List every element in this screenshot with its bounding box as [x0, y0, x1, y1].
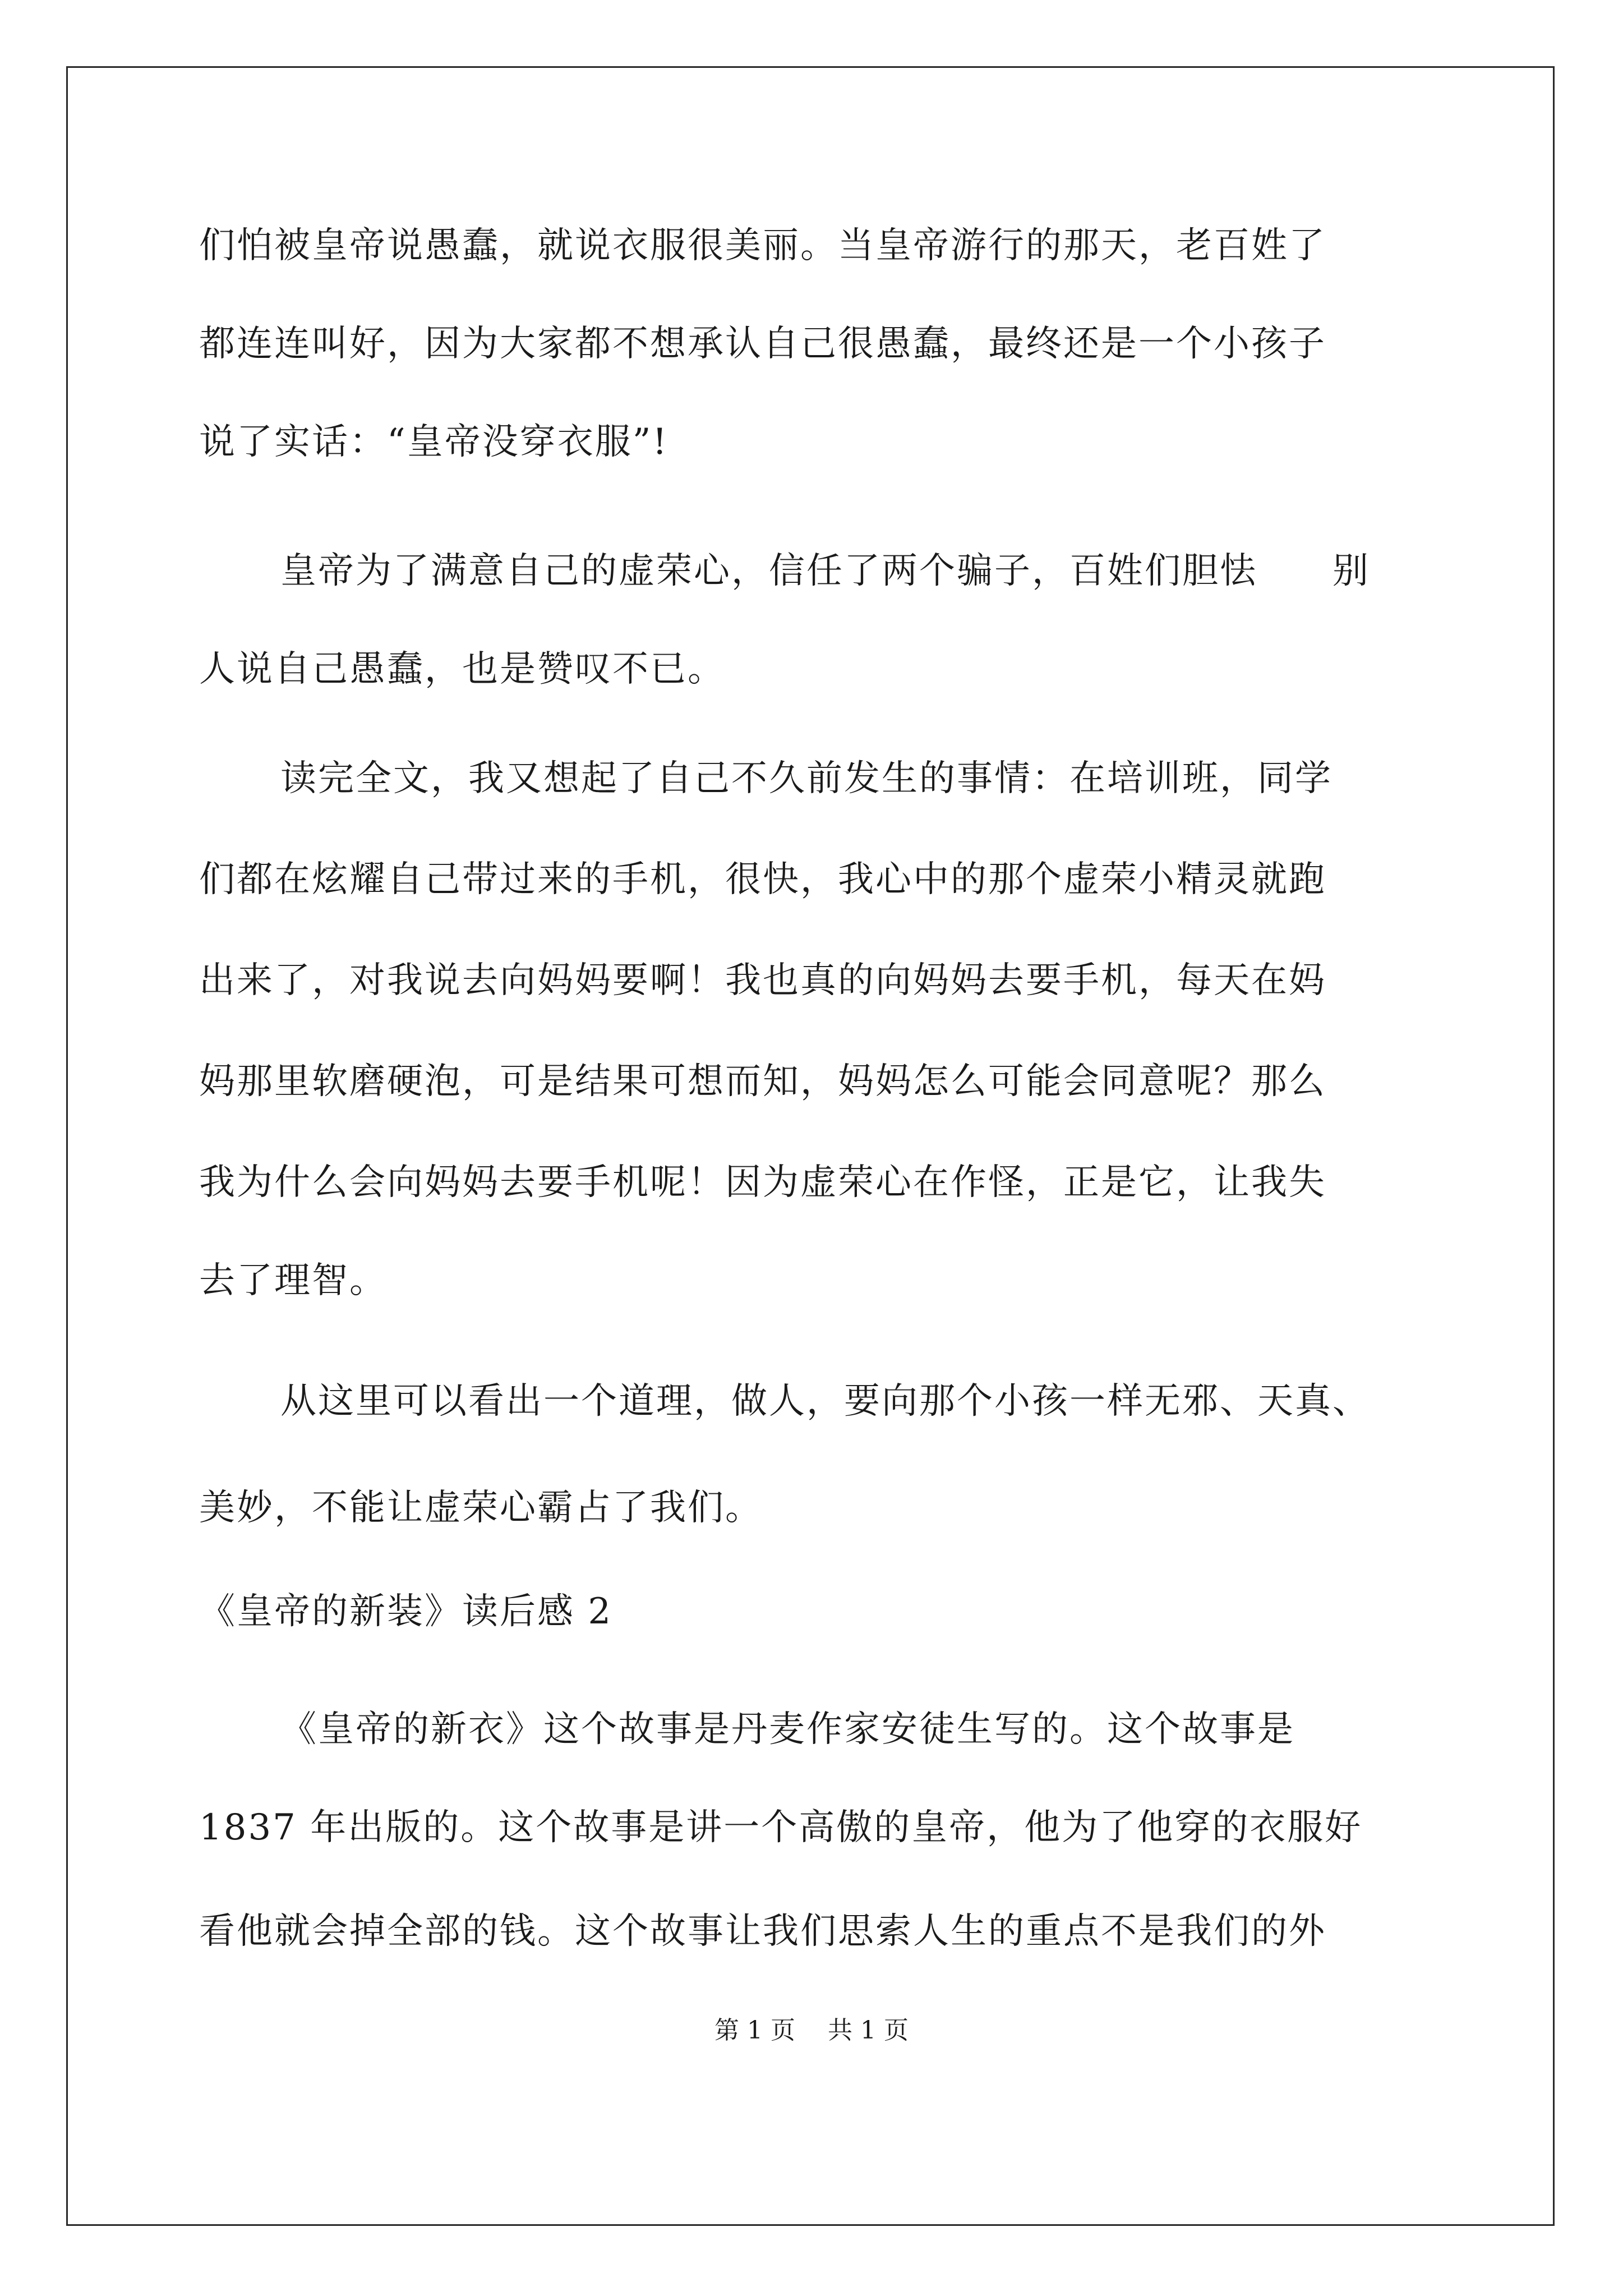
paragraph-line: 我为什么会向妈妈去要手机呢！因为虚荣心在作怪，正是它，让我失 [199, 1162, 1326, 1203]
page-number-footer: 第 1 页 共 1 页 [714, 2016, 909, 2045]
paragraph-line: 看他就会掉全部的钱。这个故事让我们思索人生的重点不是我们的外 [199, 1911, 1326, 1952]
section-heading: 《皇帝的新装》读后感 2 [199, 1591, 613, 1632]
paragraph-line: 人说自己愚蠢，也是赞叹不已。 [199, 648, 725, 690]
paragraph-line: 皇帝为了满意自己的虚荣心，信任了两个骗子，百姓们胆怯 别 [280, 550, 1370, 592]
paragraph-line: 美妙，不能让虚荣心霸占了我们。 [199, 1487, 763, 1529]
paragraph-line: 妈那里软磨硬泡，可是结果可想而知，妈妈怎么可能会同意呢？那么 [199, 1061, 1326, 1102]
paragraph-line: 们怕被皇帝说愚蠢，就说衣服很美丽。当皇帝游行的那天，老百姓了 [199, 225, 1326, 266]
paragraph-line: 都连连叫好，因为大家都不想承认自己很愚蠢，最终还是一个小孩子 [199, 323, 1326, 365]
paragraph-line: 说了实话：“皇帝没穿衣服”! [199, 421, 669, 463]
paragraph-line: 1837 年出版的。这个故事是讲一个高傲的皇帝，他为了他穿的衣服好 [199, 1807, 1363, 1848]
page-border [66, 66, 1555, 2226]
paragraph-line: 们都在炫耀自己带过来的手机，很快，我心中的那个虚荣小精灵就跑 [199, 859, 1326, 900]
paragraph-line: 读完全文，我又想起了自己不久前发生的事情：在培训班，同学 [280, 758, 1332, 799]
paragraph-line: 出来了，对我说去向妈妈要啊！我也真的向妈妈去要手机，每天在妈 [199, 960, 1326, 1001]
paragraph-line: 从这里可以看出一个道理，做人，要向那个小孩一样无邪、天真、 [280, 1381, 1370, 1422]
paragraph-line: 去了理智。 [199, 1260, 387, 1301]
paragraph-line: 《皇帝的新衣》这个故事是丹麦作家安徒生写的。这个故事是 [280, 1709, 1295, 1750]
